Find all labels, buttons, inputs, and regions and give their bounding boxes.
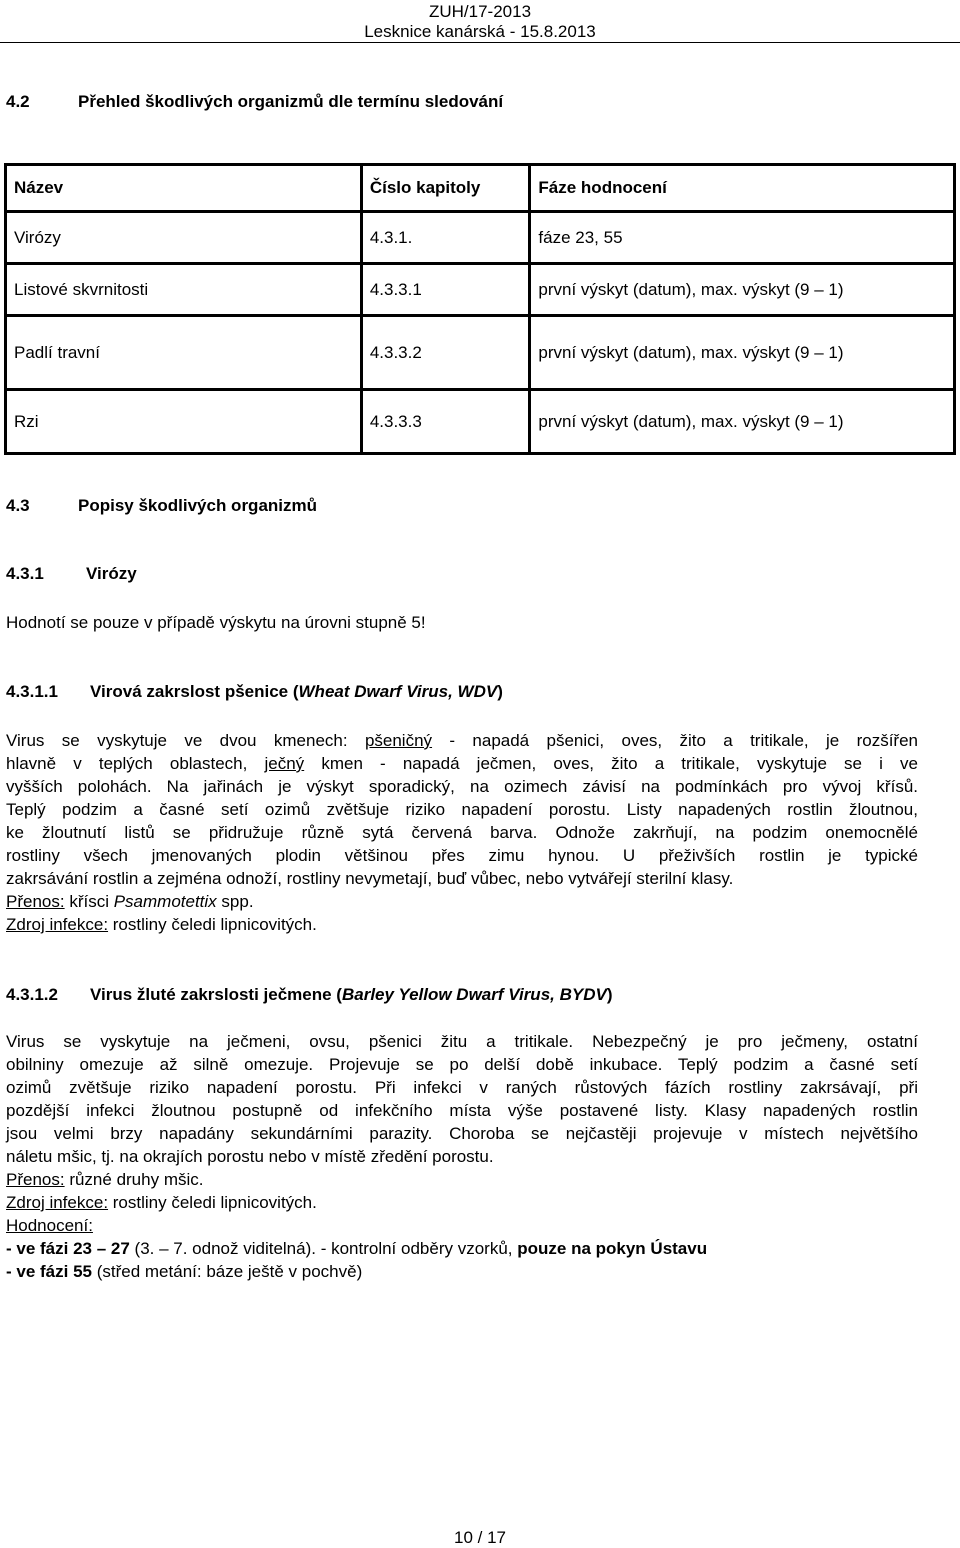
table-cell: 4.3.3.1 [361,264,530,316]
transmission-line [6,1168,918,1191]
evaluation-phase: - ve fázi 23 – 27 [6,1239,130,1258]
table-cell: 4.3.3.3 [361,390,530,454]
evaluation-phase: - ve fázi 55 [6,1262,92,1281]
table-cell: první výskyt (datum), max. výskyt (9 – 1) [530,264,955,316]
table-row [6,212,955,264]
source-label: Zdroj infekce: [6,915,109,934]
paragraph-line: rostliny všech jmenovaných plodin většinou přes zimu hynou. U přeživších rostlin je typické [6,846,918,865]
section-title: Přehled škodlivých organizmů dle termínu sledování [78,92,504,111]
paragraph-line: náletu mšic, tj. na okrajích porostu nebo v místě zředění porostu. [6,1147,494,1166]
source-line [6,1191,918,1214]
table-cell: fáze 23, 55 [530,212,955,264]
header-location-date: Lesknice kanárská - 15.8.2013 [364,22,596,41]
table-row [6,390,955,454]
paragraph-line [6,729,918,752]
latin-name: Psammotettix [113,892,217,911]
section-heading-4-3-1 [6,564,137,584]
section-number: 4.3 [6,496,30,515]
text-run: (3. – 7. odnož viditelná). - kontrolní odběry vzorků, [129,1239,518,1258]
paragraph-line: obilniny omezuje až silně omezuje. Projevuje se po delší době inkubace. Teplý podzim a časné setí [6,1055,918,1074]
text-run: hlavně v teplých oblastech, [6,754,265,773]
paragraph-line [6,752,918,775]
strain-wheat: pšeničný [364,731,433,750]
section-title: Popisy škodlivých organizmů [78,496,318,515]
evaluation-condition: pouze na pokyn Ústavu [517,1239,708,1258]
text-run: různé druhy mšic. [64,1170,204,1189]
evaluation-item [6,1260,918,1283]
text-run: křísci [64,892,114,911]
text-run: rostliny čeledi lipnicovitých. [108,1193,317,1212]
section-heading-4-3-1-2 [6,985,613,1005]
section-title: Virová zakrslost pšenice ( [90,682,299,701]
overview-table [4,163,956,455]
table-row [6,264,955,316]
paragraph-line: vyšších polohách. Na jařinách je výskyt sporadický, na ozimech závisí na podmínkách pro vývoj křísů. [6,777,918,796]
table-header-cell: Fáze hodnocení [530,165,955,212]
table-cell: první výskyt (datum), max. výskyt (9 – 1) [530,316,955,390]
paragraph-line: jsou velmi brzy napadány sekundárními parazity. Choroba se nejčastěji projevuje v místech největšího [6,1124,918,1143]
table-cell: 4.3.1. [361,212,530,264]
paragraph-line: ke žloutnutí listů se přidružuje různě sytá červená barva. Odnože zakrňují, na podzim onemocnělé [6,823,918,842]
evaluation-label-line [6,1214,918,1237]
section-title-latin: Barley Yellow Dwarf Virus, BYDV [341,985,607,1004]
table-header-cell: Název [6,165,362,212]
table-header-row [6,165,955,212]
section-heading-4-3-1-1 [6,682,503,702]
text-run: (střed metání: báze ještě v pochvě) [92,1262,363,1281]
text-run: - napadá pšenici, oves, žito a tritikale, je rozšířen [432,731,918,750]
header-divider [0,42,960,43]
table-cell: Rzi [6,390,362,454]
section-title-suffix: ) [497,682,503,701]
transmission-label: Přenos: [6,1170,65,1189]
paragraph-line: Virus se vyskytuje na ječmeni, ovsu, pšenici žitu a tritikale. Nebezpečný je pro ječmeny, ostatní [6,1032,918,1051]
section-heading-4-2 [6,92,503,112]
table-cell: Listové skvrnitosti [6,264,362,316]
evaluation-label: Hodnocení: [6,1216,93,1235]
table-header-cell: Číslo kapitoly [361,165,530,212]
section-title: Virus žluté zakrslosti ječmene ( [90,985,342,1004]
transmission-label: Přenos: [6,892,65,911]
section-title-latin: Wheat Dwarf Virus, WDV [298,682,498,701]
text-run: spp. [216,892,254,911]
section-note: Hodnotí se pouze v případě výskytu na úrovni stupně 5! [6,613,426,632]
source-label: Zdroj infekce: [6,1193,109,1212]
text-run: kmen - napadá ječmen, oves, žito a tritikale, vyskytuje se i ve [304,754,918,773]
table-cell: Padlí travní [6,316,362,390]
table-cell: první výskyt (datum), max. výskyt (9 – 1) [530,390,955,454]
section-heading-4-3 [6,496,317,516]
section-number: 4.3.1.2 [6,985,58,1004]
paragraph-line: ozimů zvětšuje riziko napadení porostu. Při infekci v raných růstových fázích rostliny zakrsávají, při [6,1078,918,1097]
header-doc-id: ZUH/17-2013 [428,2,532,21]
source-line [6,913,918,936]
section-title: Virózy [86,564,137,583]
wdv-description [6,729,918,936]
paragraph-line: pozdější infekci žloutnou postupně od infekčního místa výše postavené listy. Klasy napadených rostlin [6,1101,918,1120]
page-number: 10 / 17 [454,1528,506,1547]
text-run: Virus se vyskytuje ve dvou kmenech: [6,731,365,750]
text-run: rostliny čeledi lipnicovitých. [108,915,317,934]
paragraph-line: zakrsávání rostlin a zejména odnoží, rostliny nevymetají, buď vůbec, nebo vytvářejí sterilní klasy. [6,869,734,888]
paragraph-line: Teplý podzim a časné setí ozimů zvětšuje riziko napadení porostu. Listy napadených rostlin žloutnou, [6,800,918,819]
section-number: 4.2 [6,92,30,111]
table-row [6,316,955,390]
section-number: 4.3.1.1 [6,682,58,701]
section-number: 4.3.1 [6,564,44,583]
strain-barley: ječný [264,754,305,773]
table-cell: 4.3.3.2 [361,316,530,390]
evaluation-item [6,1237,918,1260]
section-title-suffix: ) [606,985,613,1004]
transmission-line [6,890,918,913]
bydv-description [6,1030,918,1283]
table-cell: Virózy [6,212,362,264]
